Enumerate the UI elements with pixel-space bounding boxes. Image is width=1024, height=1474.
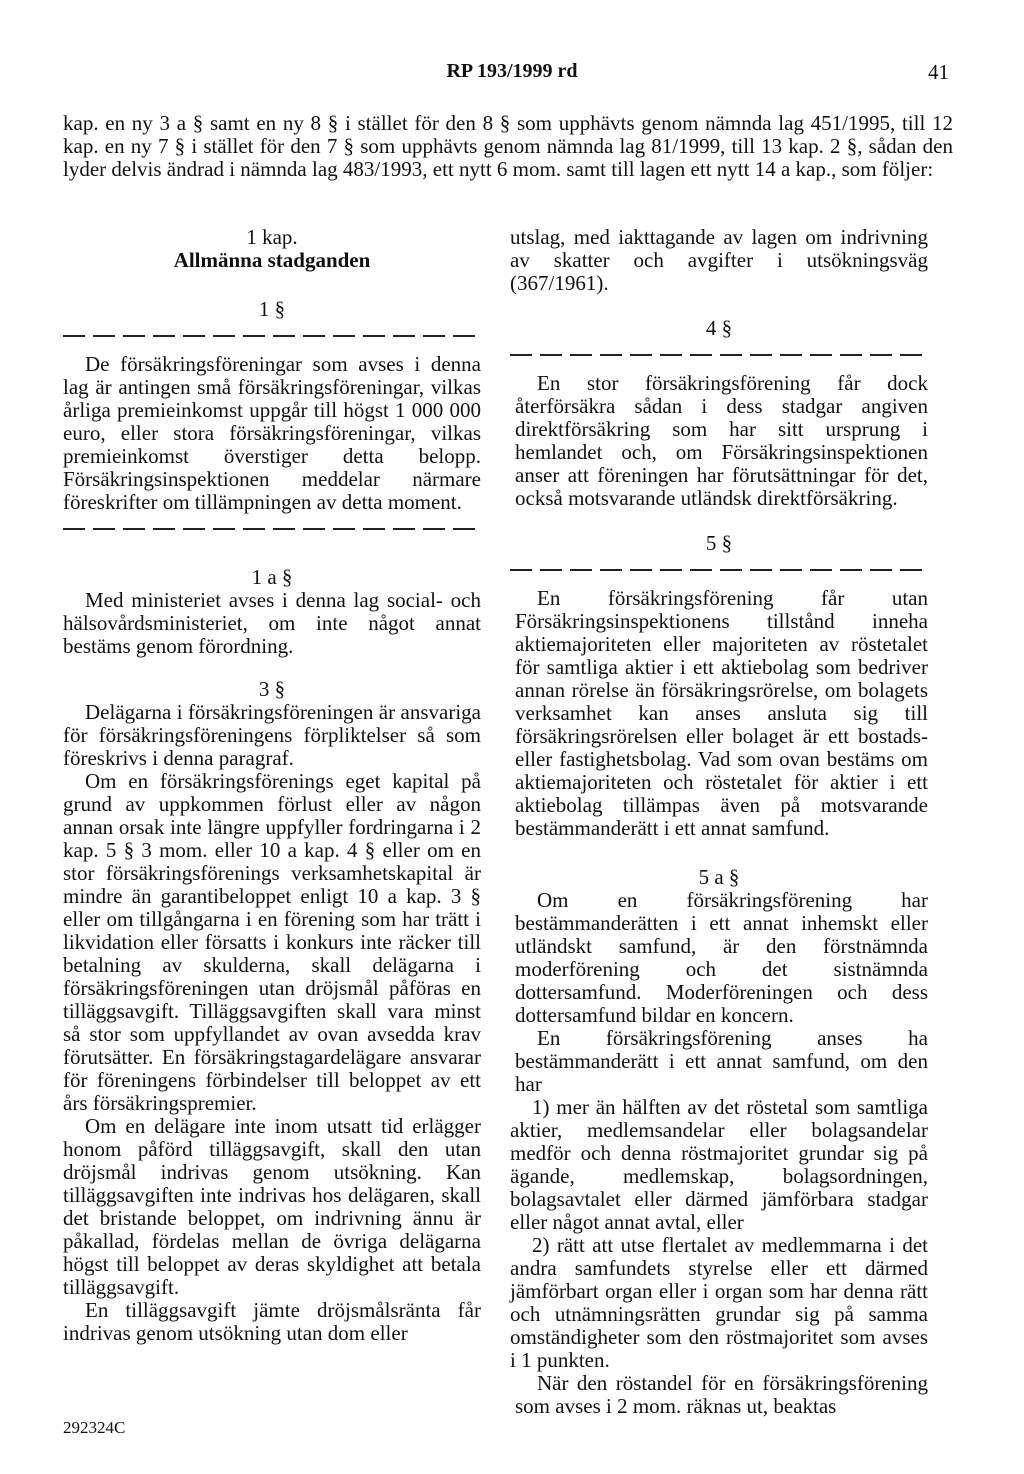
- omission-dashes: [63, 325, 481, 347]
- section-1a-text: Med ministeriet avses i denna lag social- och hälsovårdsministeriet, om inte något annat bestäms genom förordning.: [63, 588, 481, 658]
- section-heading-1: 1 §: [258, 297, 286, 321]
- section-heading-4: 4 §: [705, 316, 733, 340]
- section-5a-item-1: 1) mer än hälften av det röstetal som samtliga aktier, medlemsandelar eller bolagsandelar medför och denna röstmajoritet grundar sig på ägande, medlemskap, bolagsordningen, bolagsavtalet eller därmed jämförbara stadgar eller något annat avtal, eller: [510, 1095, 928, 1234]
- footer-code: 292324C: [63, 1418, 126, 1437]
- section-5a-item-2: 2) rätt att utse flertalet av medlemmarna i det andra samfundets styrelse eller ett därmed jämförbart organ eller i organ som har denna rätt och utnämningsrätten grundar sig på samma omständigheter som den röstmajoritet som avses i 1 punkten.: [510, 1233, 928, 1372]
- section-3-para-2: Om en försäkringsförenings eget kapital på grund av uppkommen förlust eller av någon annan orsak inte längre uppfyller fordringarna i 2 kap. 5 § 3 mom. eller 10 a kap. 4 § eller om en stor försäkringsförenings verksamhetskapital är mindre än garantibeloppet enligt 10 a kap. 3 § eller om tillgångarna i en förening som har trätt i likvidation eller försatts i konkurs inte räcker till betalning av skulderna, skall delägarna i försäkringsföreningen utan dröjsmål påföras en tilläggsavgift. Tilläggsavgiften skall vara minst så stor som uppfyllandet av ovan avsedda krav förutsätter. En försäkringstagardelägare ansvarar för föreningens förbindelser till beloppet av ett års försäkringspremier.: [63, 769, 481, 1115]
- section-5-text: En försäkringsförening får utan Försäkringsinspektionens tillstånd inneha aktiemajoriteten eller majoriteten av röstetalet för samtliga aktier i ett aktiebolag som bedriver annan rörelse än försäkringsrörelse, om bolagets verksamhet kan anses ansluta sig till försäkringsrörelsen eller bolaget är ett bostads- eller fastighetsbolag. Vad som ovan bestäms om aktiemajoriteten och röstetalet för aktier i ett aktiebolag tillämpas även på motsvarande bestämmanderätt i ett annat samfund.: [515, 586, 928, 840]
- omission-dashes: [63, 518, 481, 540]
- page-header: [0, 60, 1024, 90]
- section-heading-3: 3 §: [258, 677, 286, 701]
- section-heading-5: 5 §: [705, 531, 733, 555]
- section-3-para-1: Delägarna i försäkringsföreningen är ansvariga för försäkringsföreningens förpliktelser så som föreskrivs i denna paragraf.: [63, 700, 481, 770]
- section-3-para-3: Om en delägare inte inom utsatt tid erlägger honom påförd tilläggsavgift, skall den utan dröjsmål indrivas genom utsökning. Kan tilläggsavgiften inte indrivas hos delägaren, skall det bristande beloppet, om indrivning ännu är påkallad, fördelas mellan de övriga delägarna högst till beloppet av deras skyldighet att betala tilläggsavgift.: [63, 1114, 481, 1299]
- section-5a-para-3: När den röstandel för en försäkringsförening som avses i 2 mom. räknas ut, beaktas: [515, 1371, 928, 1418]
- section-3-para-4: En tilläggsavgift jämte dröjsmålsränta får indrivas genom utsökning utan dom eller: [63, 1298, 481, 1345]
- section-heading-5a: 5 a §: [698, 865, 740, 889]
- right-column: [510, 226, 928, 1418]
- section-1-text: De försäkringsföreningar som avses i denna lag är antingen små försäkringsföreningar, vilkas årliga premieinkomst uppgår till högst 1 000 000 euro, eller stora försäkringsföreningar, vilkas premieinkomst överstiger detta belopp. Försäkringsinspektionen meddelar närmare föreskrifter om tillämpningen av detta moment.: [63, 352, 481, 514]
- chapter-title: Allmänna stadganden: [173, 248, 371, 272]
- document-reference: RP 193/1999 rd: [446, 60, 578, 82]
- section-4-text: En stor försäkringsförening får dock återförsäkra sådan i dess stadgar angiven direktförsäkring som har sitt ursprung i hemlandet och, om Försäkringsinspektionen anser att föreningen har förutsättningar för det, också motsvarande utländsk direktförsäkring.: [515, 371, 928, 510]
- section-5a-para-2: En försäkringsförening anses ha bestämmanderätt i ett annat samfund, om den har: [515, 1026, 928, 1096]
- omission-dashes: [510, 344, 928, 366]
- intro-paragraph: kap. en ny 3 a § samt en ny 8 § i stället för den 8 § som upphävts genom nämnda lag 451/1995, till 12 kap. en ny 7 § i stället för den 7 § som upphävts genom nämnda lag 81/1999, till 13 kap. 2 §, sådan den lyder delvis ändrad i nämnda lag 483/1993, ett nytt 6 mom. samt till lagen ett nytt 14 a kap., som följer:: [63, 111, 953, 181]
- section-5a-para-1: Om en försäkringsförening har bestämmanderätten i ett annat inhemskt eller utländskt samfund, är den förstnämnda moderförening och det sistnämnda dottersamfund. Moderföreningen och dess dottersamfund bildar en koncern.: [515, 888, 928, 1027]
- left-column: [63, 226, 481, 1345]
- page-number: 41: [928, 60, 949, 84]
- omission-dashes: [510, 559, 928, 581]
- continuation-text: utslag, med iakttagande av lagen om indrivning av skatter och avgifter i utsökningsväg (367/1961).: [510, 225, 928, 295]
- chapter-heading: 1 kap.: [246, 225, 298, 249]
- section-heading-1a: 1 a §: [251, 565, 293, 589]
